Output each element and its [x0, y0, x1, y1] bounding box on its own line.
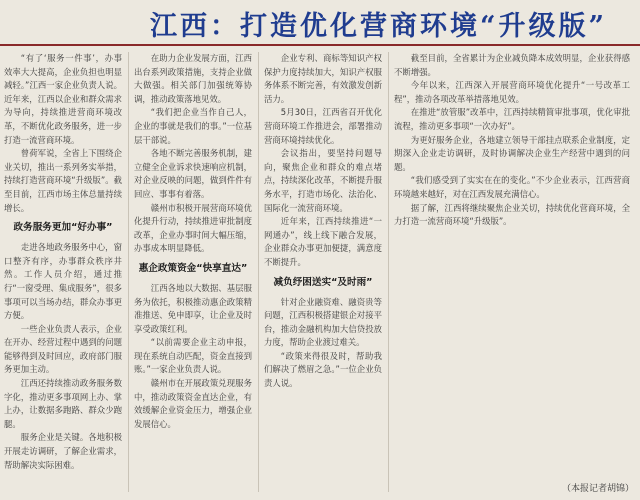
article-paragraph: 赣州市在开展政策兑现服务中，推动政策资金直达企业，有效缓解企业资金压力，增强企业发展信心。	[134, 378, 252, 429]
article-paragraph: 企业专利、商标等知识产权保护力度持续加大，知识产权服务体系不断完善，有效激发创新活力。	[264, 53, 382, 104]
article-column-1	[4, 52, 122, 492]
article-paragraph: 据了解，江西将继续聚焦企业关切，持续优化营商环境，全力打造一流营商环境“升级版”。	[394, 202, 630, 227]
column-divider	[128, 52, 129, 492]
column-divider	[388, 52, 389, 492]
article-paragraph: 今年以来，江西深入开展营商环境优化提升“一号改革工程”，推动各项改革举措落地见效。	[394, 80, 630, 104]
section-subheading: 政务服务更加“好办事”	[13, 222, 113, 234]
article-paragraph: 针对企业融资难、融资贵等问题，江西积极搭建银企对接平台，推动金融机构加大信贷投放力度，帮助企业渡过难关。	[264, 296, 382, 348]
article-paragraph: “我们感受到了实实在在的变化。”不少企业表示，江西营商环境越来越好，对在江西发展充满信心。	[394, 175, 630, 199]
article-column-3	[264, 52, 382, 492]
article-paragraph: “政策来得很及时，帮助我们解决了燃眉之急。”一位企业负责人说。	[264, 350, 382, 389]
article-paragraph: 江西还持续推动政务服务数字化，推动更多事项网上办、掌上办，让数据多跑路、群众少跑腿。	[4, 378, 122, 429]
section-subheading: 惠企政策资金“快享直达”	[138, 262, 248, 274]
article-paragraph: 曾荷军说，全省上下围绕企业关切，推出一系列务实举措，持续打造营商环境“升级版”。截至目前，江西市场主体总量持续增长。	[4, 148, 122, 213]
article-paragraph: 在推进“放管服”改革中，江西持续精简审批事项，优化审批流程，推动更多事项“一次办好”。	[394, 107, 630, 131]
article-paragraph: “有了‘服务一件事’，办事效率大大提高，企业负担也明显减轻。”江西一家企业负责人说。近年来，江西以企业和群众需求为导向，持续推进营商环境改革，不断优化政务服务，进一步打造一流营商环境。	[4, 53, 122, 145]
headline-bar	[0, 0, 640, 46]
article-paragraph: 江西各地以大数据、基层服务为依托，积极推动惠企政策精准推送、免申即享，让企业及时享受政策红利。	[134, 282, 252, 334]
article-paragraph: “以前需要企业主动申报，现在系统自动匹配，资金直接到账。”一家企业负责人说。	[134, 337, 252, 375]
article-columns	[4, 52, 636, 496]
article-paragraph: 截至目前，全省累计为企业减负降本成效明显，企业获得感不断增强。	[394, 53, 630, 77]
article-column-4	[394, 52, 630, 492]
article-paragraph: 会议指出，要坚持问题导向，聚焦企业和群众的难点堵点，持续深化改革，不断提升服务水平，打造市场化、法治化、国际化一流营商环境。	[264, 148, 382, 213]
article-paragraph: 近年来，江西持续推进“一网通办”，线上线下融合发展，企业群众办事更加便捷，满意度不断提升。	[264, 216, 382, 267]
article-column-2	[134, 52, 252, 492]
article-paragraph: 走进各地政务服务中心，窗口整齐有序，办事群众秩序井然。工作人员介绍，通过推行“一窗受理、集成服务”，很多事项可以当场办结，群众办事更方便。	[4, 242, 122, 321]
article-paragraph: 各地不断完善服务机制，建立健全企业诉求快速响应机制，对企业反映的问题，做到件件有回应、事事有着落。	[134, 148, 252, 199]
article-paragraph: 一些企业负责人表示，企业在开办、经营过程中遇到的问题能够得到及时回应，政府部门服务更加主动。	[4, 323, 122, 375]
article-paragraph: 5月30日，江西省召开优化营商环境工作推进会，部署推动营商环境持续优化。	[264, 107, 382, 145]
article-paragraph: 在助力企业发展方面，江西出台系列政策措施，支持企业做大做强。相关部门加强统筹协调，推动政策落地见效。	[134, 53, 252, 104]
page-title: 江西：打造优化营商环境“升级版”	[150, 11, 608, 42]
column-divider	[258, 52, 259, 492]
article-paragraph: 服务企业是关键。各地积极开展走访调研，了解企业需求，帮助解决实际困难。	[4, 432, 122, 470]
article-paragraph: 赣州市积极开展营商环境优化提升行动，持续推进审批制度改革，企业办事时间大幅压缩，办事成本明显降低。	[134, 202, 252, 254]
byline-credit: （本报记者胡锦）	[561, 484, 634, 494]
article-paragraph: “我们把企业当作自己人，企业的事就是我们的事。”一位基层干部说。	[134, 107, 252, 145]
section-subheading: 减负纾困送实“及时雨”	[273, 276, 373, 288]
article-paragraph: 为更好服务企业，各地建立领导干部挂点联系企业制度，定期深入企业走访调研，及时协调解决企业生产经营中遇到的问题。	[394, 134, 630, 172]
